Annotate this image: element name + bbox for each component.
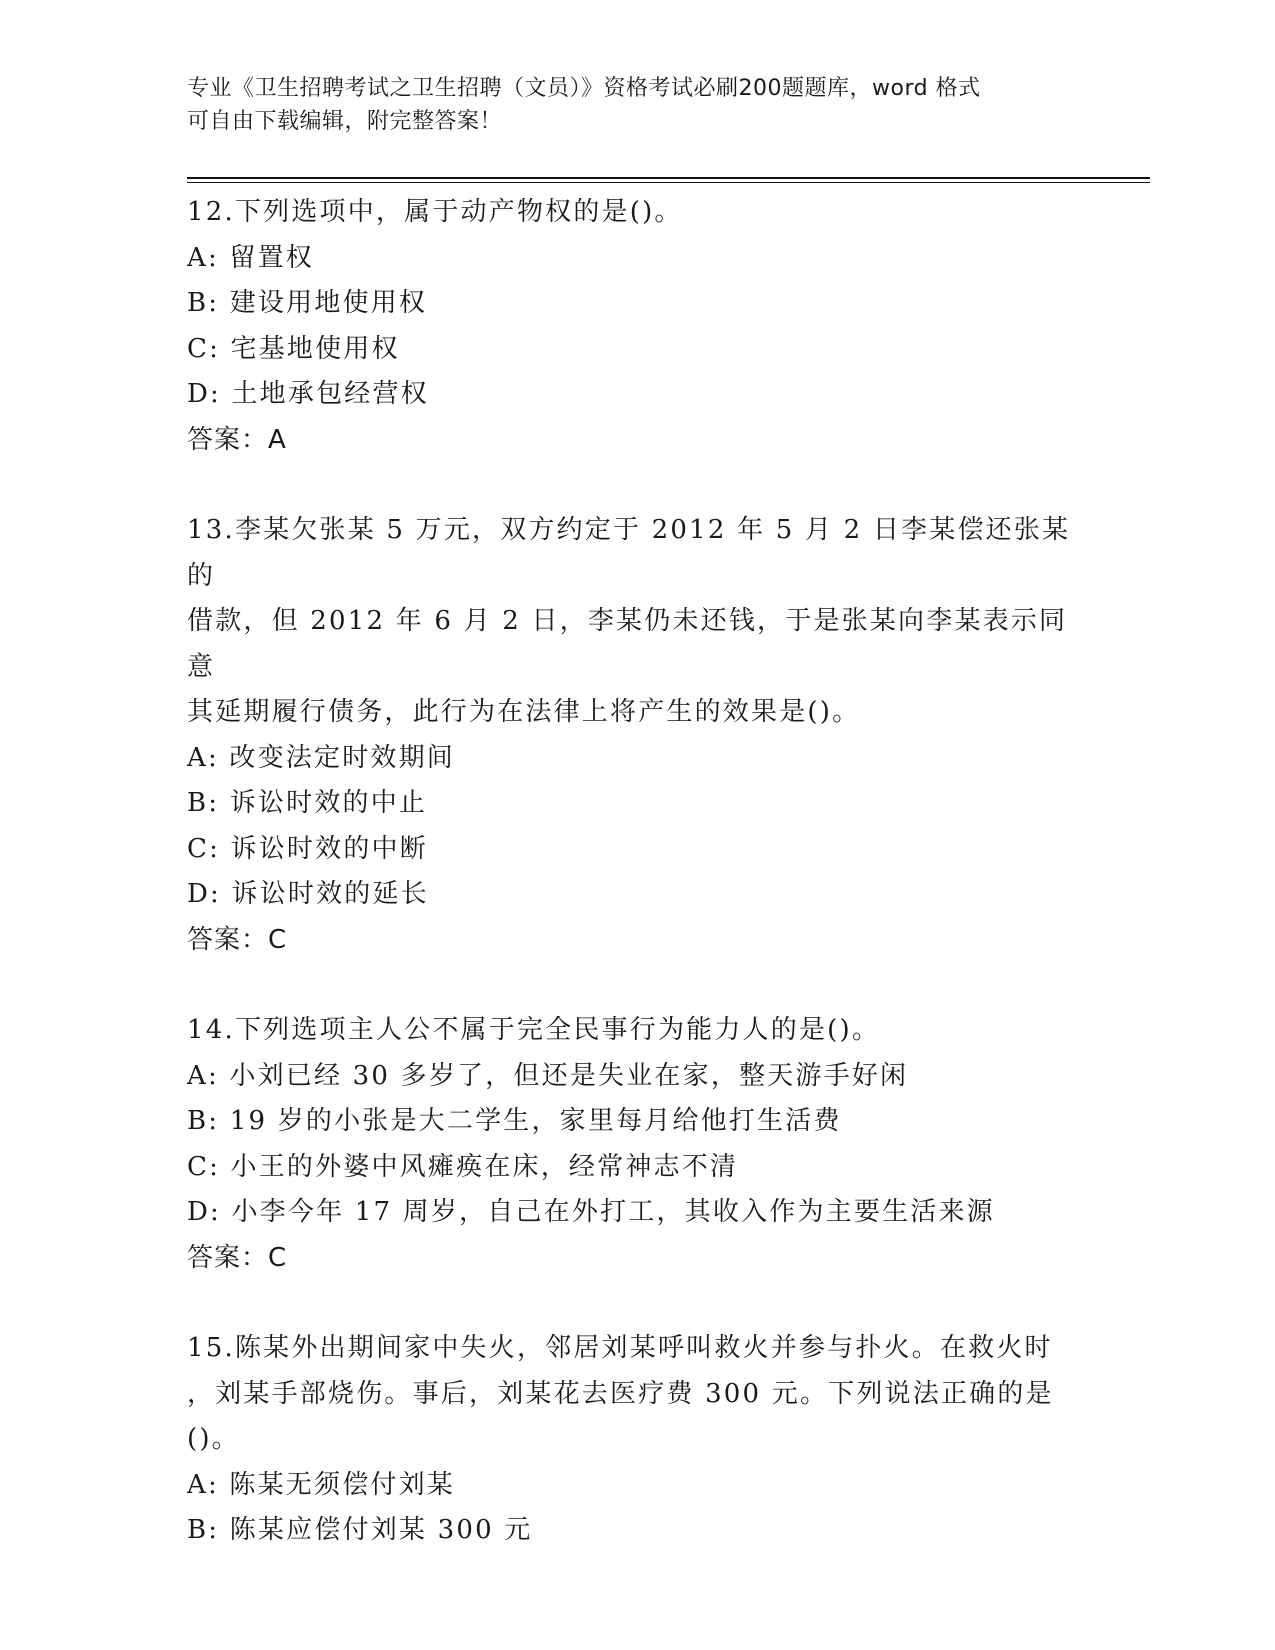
- question-stem: [187, 508, 1087, 736]
- option-c: C: 宅基地使用权: [187, 333, 400, 364]
- stem-line: ，刘某手部烧伤。事后，刘某花去医疗费 300 元。下列说法正确的是: [187, 1378, 1054, 1409]
- header-line-2: 可自由下载编辑，附完整答案！: [187, 109, 503, 134]
- stem-line: 其延期履行债务，此行为在法律上将产生的效果是()。: [187, 697, 861, 727]
- option-a: A: 留置权: [187, 242, 315, 273]
- stem-line: 借款，但 2012 年 6 月 2 日，李某仍未还钱，于是张某向李某表示同意: [187, 606, 1068, 682]
- option-a: A: 改变法定时效期间: [187, 742, 456, 773]
- header-divider-thick: [187, 177, 1150, 179]
- option-a: A: 陈某无须偿付刘某: [187, 1469, 456, 1500]
- stem-line: ()。: [187, 1424, 240, 1454]
- option-b: B: 建设用地使用权: [187, 288, 428, 318]
- stem-line: 14.下列选项主人公不属于完全民事行为能力人的是()。: [187, 1015, 881, 1045]
- header-line-1: 专业《卫生招聘考试之卫生招聘（文员）》资格考试必刷200题题库，word 格式: [187, 76, 981, 101]
- answer-line: 答案：C: [187, 1242, 288, 1273]
- option-b: B: 陈某应偿付刘某 300 元: [187, 1515, 533, 1545]
- document-header: [187, 72, 1067, 138]
- question-15: [187, 1326, 1087, 1554]
- option-d: D: 土地承包经营权: [187, 379, 429, 409]
- option-a: A: 小刘已经 30 多岁了，但还是失业在家，整天游手好闲: [187, 1060, 909, 1091]
- stem-line: 13.李某欠张某 5 万元，双方约定于 2012 年 5 月 2 日李某偿还张某的: [187, 515, 1071, 591]
- option-c: C: 诉讼时效的中断: [187, 833, 428, 864]
- answer-line: 答案：C: [187, 924, 288, 955]
- question-stem: [187, 1008, 1087, 1054]
- question-14: [187, 1008, 1087, 1281]
- answer-line: 答案：A: [187, 424, 287, 455]
- option-d: D: 诉讼时效的延长: [187, 879, 429, 909]
- question-12: [187, 190, 1087, 463]
- question-stem: [187, 190, 1087, 236]
- option-c: C: 小王的外婆中风瘫痪在床，经常神志不清: [187, 1151, 739, 1182]
- question-13: [187, 508, 1087, 963]
- question-list: [187, 190, 1087, 1554]
- stem-line: 15.陈某外出期间家中失火，邻居刘某呼叫救火并参与扑火。在救火时: [187, 1333, 1053, 1363]
- header-divider-thin: [187, 182, 1150, 183]
- option-b: B: 19 岁的小张是大二学生，家里每月给他打生活费: [187, 1106, 842, 1136]
- question-stem: [187, 1326, 1087, 1463]
- stem-line: 12.下列选项中，属于动产物权的是()。: [187, 197, 683, 227]
- option-b: B: 诉讼时效的中止: [187, 788, 428, 818]
- option-d: D: 小李今年 17 周岁，自己在外打工，其收入作为主要生活来源: [187, 1197, 995, 1227]
